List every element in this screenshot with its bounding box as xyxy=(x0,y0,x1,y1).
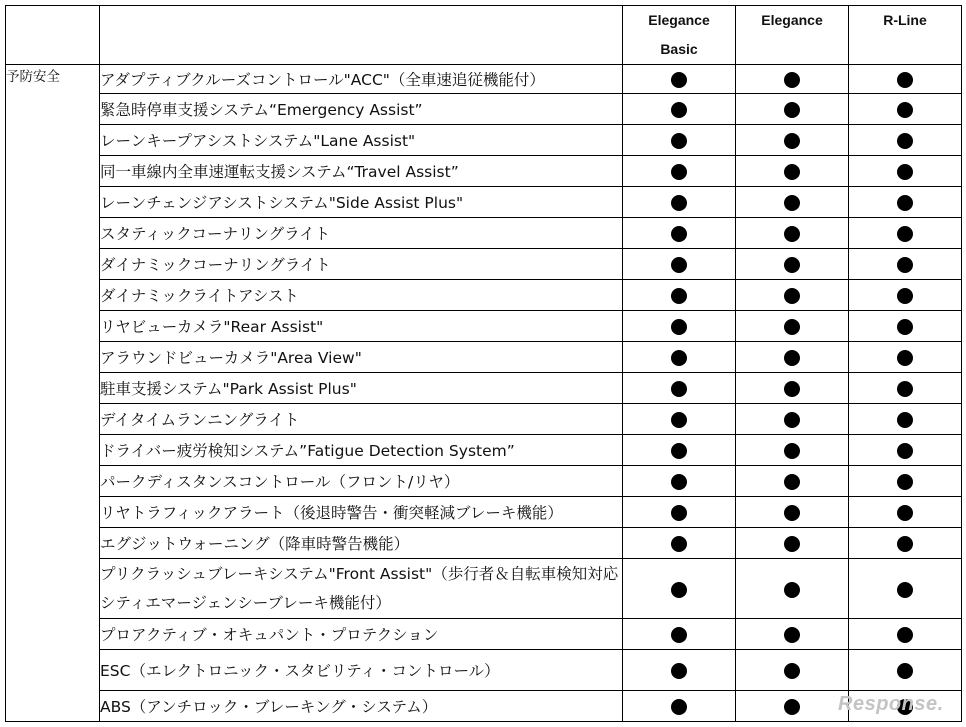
table-row xyxy=(6,249,962,280)
response-watermark: Response. xyxy=(838,693,944,715)
standard-equipment-dot-icon xyxy=(671,72,687,88)
standard-equipment-dot-icon xyxy=(784,195,800,211)
standard-equipment-dot-icon xyxy=(671,102,687,118)
availability-cell xyxy=(736,249,849,280)
availability-cell xyxy=(623,218,736,249)
feature-label: ドライバー疲労検知システム”Fatigue Detection System” xyxy=(100,435,623,466)
standard-equipment-dot-icon xyxy=(671,164,687,180)
availability-cell xyxy=(849,187,962,218)
standard-equipment-dot-icon xyxy=(784,443,800,459)
feature-label: パークディスタンスコントロール（フロント/リヤ） xyxy=(100,466,623,497)
feature-label: リヤビューカメラ"Rear Assist" xyxy=(100,311,623,342)
standard-equipment-dot-icon xyxy=(671,582,687,598)
availability-cell xyxy=(849,373,962,404)
availability-cell xyxy=(736,156,849,187)
availability-cell xyxy=(623,280,736,311)
standard-equipment-dot-icon xyxy=(671,699,687,715)
feature-label: ダイナミックコーナリングライト xyxy=(100,249,623,280)
availability-cell xyxy=(623,125,736,156)
standard-equipment-dot-icon xyxy=(897,663,913,679)
availability-cell xyxy=(623,249,736,280)
feature-label: 同一車線内全車速運転支援システム“Travel Assist” xyxy=(100,156,623,187)
availability-cell xyxy=(623,187,736,218)
table-row xyxy=(6,528,962,559)
standard-equipment-dot-icon xyxy=(784,505,800,521)
standard-equipment-dot-icon xyxy=(784,72,800,88)
availability-cell xyxy=(849,280,962,311)
standard-equipment-dot-icon xyxy=(784,133,800,149)
standard-equipment-dot-icon xyxy=(671,350,687,366)
header-row xyxy=(6,6,962,65)
availability-cell xyxy=(623,373,736,404)
availability-cell xyxy=(623,528,736,559)
availability-cell xyxy=(623,650,736,691)
header-empty-category xyxy=(6,6,100,65)
standard-equipment-dot-icon xyxy=(671,226,687,242)
standard-equipment-dot-icon xyxy=(784,102,800,118)
standard-equipment-dot-icon xyxy=(897,381,913,397)
availability-cell xyxy=(736,342,849,373)
availability-cell xyxy=(849,404,962,435)
table-row xyxy=(6,466,962,497)
feature-label: プロアクティブ・オキュパント・プロテクション xyxy=(100,619,623,650)
standard-equipment-dot-icon xyxy=(897,195,913,211)
feature-label: アダプティブクルーズコントロール"ACC"（全車速追従機能付） xyxy=(100,65,623,94)
availability-cell xyxy=(736,187,849,218)
availability-cell xyxy=(623,691,736,722)
feature-label: プリクラッシュブレーキシステム"Front Assist"（歩行者＆自転車検知対応シティエマージェンシーブレーキ機能付） xyxy=(100,559,623,619)
table-row xyxy=(6,497,962,528)
availability-cell xyxy=(736,404,849,435)
standard-equipment-dot-icon xyxy=(671,319,687,335)
standard-equipment-dot-icon xyxy=(897,505,913,521)
availability-cell xyxy=(849,528,962,559)
standard-equipment-dot-icon xyxy=(897,288,913,304)
availability-cell xyxy=(736,65,849,94)
standard-equipment-dot-icon xyxy=(671,257,687,273)
availability-cell xyxy=(736,559,849,619)
availability-cell xyxy=(849,249,962,280)
standard-equipment-dot-icon xyxy=(784,381,800,397)
table-row xyxy=(6,125,962,156)
availability-cell xyxy=(623,156,736,187)
feature-label: スタティックコーナリングライト xyxy=(100,218,623,249)
standard-equipment-dot-icon xyxy=(784,699,800,715)
availability-cell xyxy=(736,280,849,311)
standard-equipment-dot-icon xyxy=(671,443,687,459)
header-empty-feature xyxy=(100,6,623,65)
standard-equipment-dot-icon xyxy=(897,627,913,643)
availability-cell xyxy=(849,156,962,187)
trim-header-elegance-basic xyxy=(623,6,736,65)
trim-name: R-Line xyxy=(883,12,927,28)
availability-cell xyxy=(623,311,736,342)
table-row xyxy=(6,691,962,722)
availability-cell xyxy=(623,65,736,94)
availability-cell xyxy=(849,65,962,94)
standard-equipment-dot-icon xyxy=(897,164,913,180)
availability-cell xyxy=(849,311,962,342)
standard-equipment-dot-icon xyxy=(784,663,800,679)
standard-equipment-dot-icon xyxy=(671,381,687,397)
table-row xyxy=(6,218,962,249)
availability-cell xyxy=(736,94,849,125)
feature-label: レーンチェンジアシストシステム"Side Assist Plus" xyxy=(100,187,623,218)
table-row xyxy=(6,435,962,466)
standard-equipment-dot-icon xyxy=(897,102,913,118)
feature-label: 緊急時停車支援システム“Emergency Assist” xyxy=(100,94,623,125)
availability-cell xyxy=(736,691,849,722)
availability-cell xyxy=(736,466,849,497)
standard-equipment-dot-icon xyxy=(897,474,913,490)
standard-equipment-dot-icon xyxy=(897,257,913,273)
feature-label: ダイナミックライトアシスト xyxy=(100,280,623,311)
availability-cell xyxy=(849,650,962,691)
availability-cell xyxy=(736,497,849,528)
trim-name: Elegance xyxy=(761,12,823,28)
availability-cell xyxy=(623,404,736,435)
availability-cell xyxy=(736,619,849,650)
availability-cell xyxy=(623,497,736,528)
category-label: 予防安全 xyxy=(6,65,100,722)
availability-cell xyxy=(736,435,849,466)
availability-cell xyxy=(849,559,962,619)
standard-equipment-dot-icon xyxy=(784,319,800,335)
table-row xyxy=(6,280,962,311)
standard-equipment-dot-icon xyxy=(897,443,913,459)
table-row xyxy=(6,559,962,619)
table-row xyxy=(6,187,962,218)
availability-cell xyxy=(623,435,736,466)
availability-cell xyxy=(623,466,736,497)
standard-equipment-dot-icon xyxy=(671,663,687,679)
standard-equipment-dot-icon xyxy=(784,474,800,490)
spec-table xyxy=(5,5,962,722)
table-row xyxy=(6,65,962,94)
availability-cell xyxy=(736,528,849,559)
standard-equipment-dot-icon xyxy=(897,536,913,552)
trim-header-elegance xyxy=(736,6,849,65)
availability-cell xyxy=(849,94,962,125)
standard-equipment-dot-icon xyxy=(784,257,800,273)
feature-label: ESC（エレクトロニック・スタビリティ・コントロール） xyxy=(100,650,623,691)
feature-label: エグジットウォーニング（降車時警告機能） xyxy=(100,528,623,559)
feature-label: レーンキープアシストシステム"Lane Assist" xyxy=(100,125,623,156)
standard-equipment-dot-icon xyxy=(897,319,913,335)
availability-cell xyxy=(736,311,849,342)
standard-equipment-dot-icon xyxy=(671,133,687,149)
availability-cell xyxy=(736,650,849,691)
standard-equipment-dot-icon xyxy=(897,226,913,242)
availability-cell xyxy=(849,218,962,249)
standard-equipment-dot-icon xyxy=(671,412,687,428)
availability-cell xyxy=(736,373,849,404)
standard-equipment-dot-icon xyxy=(897,582,913,598)
standard-equipment-dot-icon xyxy=(784,536,800,552)
standard-equipment-dot-icon xyxy=(671,288,687,304)
standard-equipment-dot-icon xyxy=(784,412,800,428)
standard-equipment-dot-icon xyxy=(784,164,800,180)
availability-cell xyxy=(623,619,736,650)
table-row xyxy=(6,619,962,650)
table-row xyxy=(6,94,962,125)
standard-equipment-dot-icon xyxy=(897,350,913,366)
standard-equipment-dot-icon xyxy=(784,582,800,598)
feature-label: デイタイムランニングライト xyxy=(100,404,623,435)
trim-name: Elegance xyxy=(648,12,710,28)
availability-cell xyxy=(849,619,962,650)
trim-subname: Basic xyxy=(660,41,698,57)
availability-cell xyxy=(849,342,962,373)
table-row xyxy=(6,342,962,373)
standard-equipment-dot-icon xyxy=(897,133,913,149)
standard-equipment-dot-icon xyxy=(784,627,800,643)
availability-cell xyxy=(623,559,736,619)
availability-cell xyxy=(849,466,962,497)
table-row xyxy=(6,373,962,404)
availability-cell xyxy=(623,342,736,373)
standard-equipment-dot-icon xyxy=(671,536,687,552)
standard-equipment-dot-icon xyxy=(784,288,800,304)
feature-label: ABS（アンチロック・ブレーキング・システム） xyxy=(100,691,623,722)
standard-equipment-dot-icon xyxy=(671,195,687,211)
table-row xyxy=(6,404,962,435)
standard-equipment-dot-icon xyxy=(784,226,800,242)
feature-label: アラウンドビューカメラ"Area View" xyxy=(100,342,623,373)
availability-cell xyxy=(623,94,736,125)
standard-equipment-dot-icon xyxy=(784,350,800,366)
standard-equipment-dot-icon xyxy=(897,72,913,88)
table-row xyxy=(6,650,962,691)
standard-equipment-dot-icon xyxy=(671,505,687,521)
table-row xyxy=(6,156,962,187)
standard-equipment-dot-icon xyxy=(897,412,913,428)
availability-cell xyxy=(736,218,849,249)
feature-label: リヤトラフィックアラート（後退時警告・衝突軽減ブレーキ機能） xyxy=(100,497,623,528)
availability-cell xyxy=(736,125,849,156)
availability-cell xyxy=(849,125,962,156)
standard-equipment-dot-icon xyxy=(671,474,687,490)
trim-header-r-line xyxy=(849,6,962,65)
standard-equipment-dot-icon xyxy=(671,627,687,643)
feature-label: 駐車支援システム"Park Assist Plus" xyxy=(100,373,623,404)
availability-cell xyxy=(849,497,962,528)
table-row xyxy=(6,311,962,342)
availability-cell xyxy=(849,435,962,466)
